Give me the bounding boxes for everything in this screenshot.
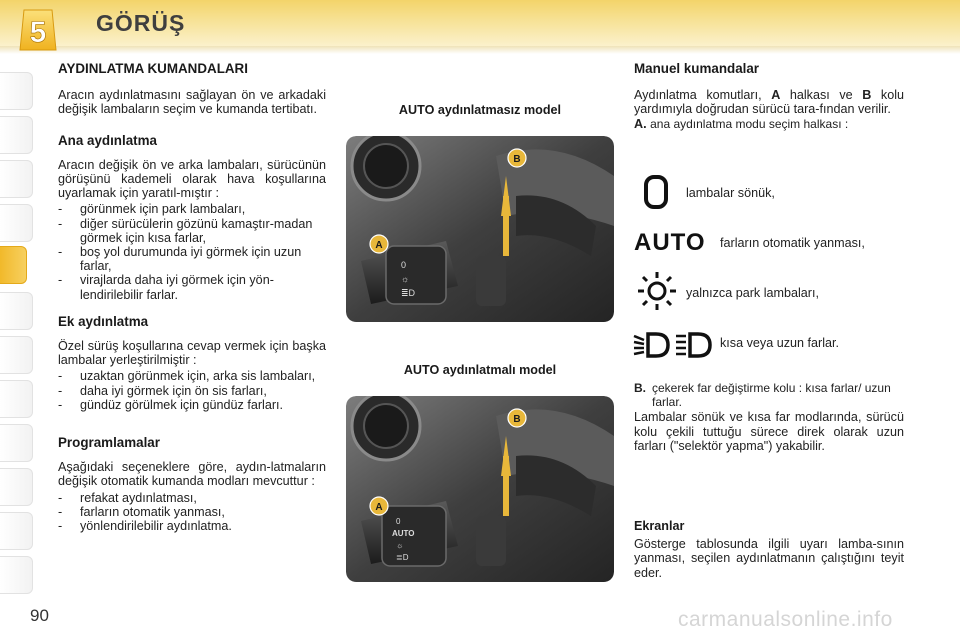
list-item: - boş yol durumunda iyi görmek için uzun farlar, xyxy=(58,245,302,274)
right-column-lower xyxy=(634,381,904,453)
headlamps-icon xyxy=(632,330,712,360)
chapter-tab-active[interactable] xyxy=(0,246,27,284)
icon-text-headlamps: kısa veya uzun farlar. xyxy=(720,336,840,350)
sidelights-icon xyxy=(636,270,678,312)
chapter-number-badge xyxy=(18,8,58,52)
stalk-figure-top xyxy=(346,136,614,322)
list-item: - diğer sürücülerin gözünü kamaştır-madan görmek için kısa farlar, xyxy=(58,216,313,245)
display-section xyxy=(634,519,904,580)
list-item: - farların otomatik yanması, xyxy=(58,504,225,519)
left-column xyxy=(58,62,326,533)
selector-text: Lambalar sönük ve kısa far modlarında, sürücü kolu çekili tuttuğu sürece direk olarak uzun farları ("selektör yapma") yakabilir. xyxy=(634,410,904,453)
auto-icon: AUTO xyxy=(634,229,706,256)
main-lighting-text: Aracın değişik ön ve arka lambaları, sürücünün görüşünü kademeli olarak hava koşullarına uyarlamak için yaratıl-mıştır : xyxy=(58,157,326,201)
right-column xyxy=(634,62,904,131)
stalk-figure-bottom xyxy=(346,396,614,582)
programming-text: Aşağıdaki seçeneklere göre, aydın-latmaların değişik otomatik kumanda modları mevcuttur : xyxy=(58,460,326,489)
chapter-tab[interactable] xyxy=(0,116,33,154)
extra-lighting-text: Özel sürüş koşullarına cevap vermek için başka lambalar yerleştirilmiştir : xyxy=(58,339,326,368)
list-item: - refakat aydınlatması, xyxy=(58,490,197,505)
chapter-tab[interactable] xyxy=(0,556,33,594)
figure-caption-bottom: AUTO aydınlatmalı model xyxy=(403,363,557,377)
icon-text-auto: farların otomatik yanması, xyxy=(720,236,865,250)
label-b: B xyxy=(513,414,521,425)
intro-text: Aracın aydınlatmasını sağlayan ön ve arkadaki değişik lambaların seçim ve kumanda tertibatı. xyxy=(58,88,326,117)
svg-text:≣D: ≣D xyxy=(401,288,416,298)
list-item: - gündüz görülmek için gündüz farları. xyxy=(58,397,284,412)
icon-text-sidelights: yalnızca park lambaları, xyxy=(686,286,819,300)
list-item: - uzaktan görünmek için, arka sis lambaları, xyxy=(58,369,316,384)
list-item: - daha iyi görmek için ön sis farları, xyxy=(58,383,267,398)
ring-a-description: A. ana aydınlatma modu seçim halkası : xyxy=(634,116,849,131)
extra-lighting-heading: Ek aydınlatma xyxy=(58,313,149,329)
manual-controls-heading: Manuel kumandalar xyxy=(634,61,760,76)
svg-text:0: 0 xyxy=(396,517,401,526)
list-item: - virajlarda daha iyi görmek için yön-lendirilebilir farlar. xyxy=(58,273,274,302)
svg-text:☼: ☼ xyxy=(401,274,410,284)
stalk-b-description: B. çekerek far değiştirme kolu : kısa farlar/ uzun farlar. xyxy=(634,381,891,410)
chapter-tab[interactable] xyxy=(0,72,33,110)
chapter-tab[interactable] xyxy=(0,336,33,374)
watermark: carmanualsonline.info xyxy=(678,608,893,631)
list-item: - yönlendirilebilir aydınlatma. xyxy=(58,519,232,534)
main-lighting-heading: Ana aydınlatma xyxy=(58,132,157,148)
programming-heading: Programlamalar xyxy=(58,435,160,451)
list-item: - görünmek için park lambaları, xyxy=(58,202,246,217)
chapter-tab[interactable] xyxy=(0,468,33,506)
icon-text-off: lambalar sönük, xyxy=(686,186,775,200)
chapter-tab[interactable] xyxy=(0,512,33,550)
svg-text:☼: ☼ xyxy=(396,541,404,550)
header-shadow xyxy=(0,46,960,54)
chapter-tab[interactable] xyxy=(0,292,33,330)
chapter-title: GÖRÜŞ xyxy=(96,10,186,36)
manual-controls-intro: Aydınlatma komutları, A halkası ve B kolu yardımıyla doğrudan sürücü tara-fından verilir. xyxy=(634,88,904,117)
zero-icon xyxy=(640,174,674,210)
chapter-tab[interactable] xyxy=(0,160,33,198)
label-a: A xyxy=(375,502,383,513)
chapter-number: 5 xyxy=(29,16,47,49)
display-heading: Ekranlar xyxy=(634,519,685,533)
figure-caption-top: AUTO aydınlatmasız model xyxy=(398,103,562,117)
display-text: Gösterge tablosunda ilgili uyarı lamba-sının yanması, seçilen aydınlatmanın çalıştığını teyit eder. xyxy=(634,537,904,580)
label-a: A xyxy=(375,240,383,251)
section-title: AYDINLATMA KUMANDALARI xyxy=(58,61,248,76)
chapter-tab[interactable] xyxy=(0,204,33,242)
auto-ring-label: AUTO xyxy=(392,529,415,538)
chapter-tab[interactable] xyxy=(0,380,33,418)
svg-text:0: 0 xyxy=(401,260,407,270)
label-b: B xyxy=(513,154,521,165)
chapter-tab[interactable] xyxy=(0,424,33,462)
page-number: 90 xyxy=(30,606,49,625)
svg-text:≣D: ≣D xyxy=(396,553,409,562)
